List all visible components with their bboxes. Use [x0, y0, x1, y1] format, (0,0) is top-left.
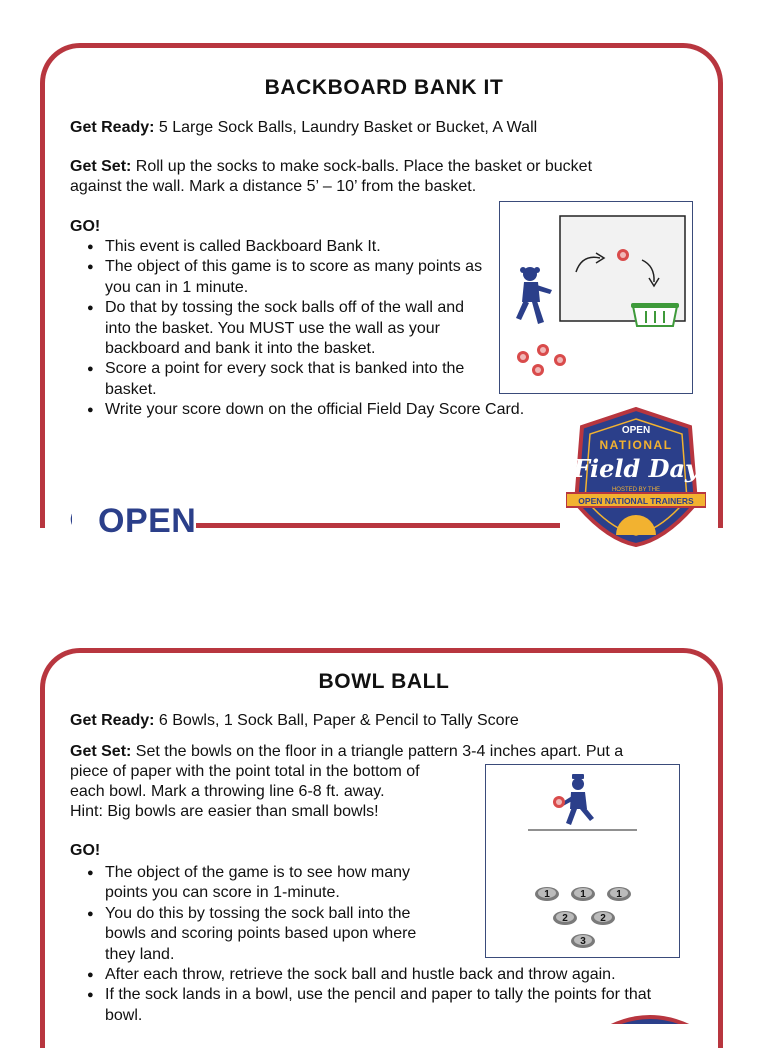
get-set-text-line3: each bowl. Mark a throwing line 6-8 ft. away.: [70, 783, 385, 800]
field-day-badge-partial: [590, 1012, 710, 1024]
get-ready-line: [70, 118, 537, 138]
card-title: BOWL BALL: [318, 670, 450, 693]
open-brand-logo: [70, 500, 224, 541]
backboard-scene-svg: [500, 202, 692, 393]
svg-text:OPEN NATIONAL TRAINERS: OPEN NATIONAL TRAINERS: [578, 496, 694, 506]
bowl-icon: [535, 887, 559, 901]
bowl-ball-illustration: [485, 764, 680, 958]
list-item: ● Do that by tossing the sock balls off of the wall and into the basket. You MUST use the wall as your backboard and bank it into the basket.: [70, 298, 490, 359]
svg-text:1: 1: [544, 889, 550, 900]
bowl-icon: [607, 887, 631, 901]
bowl-icon: [591, 911, 615, 925]
get-set-label: Get Set:: [70, 743, 132, 760]
list-item: ● The object of this game is to score as many points as you can in 1 minute.: [70, 257, 490, 298]
child-thrower-icon: [561, 774, 594, 825]
get-ready-label: Get Ready:: [70, 119, 155, 136]
get-ready-label: Get Ready:: [70, 712, 155, 729]
svg-text:OPEN: OPEN: [621, 425, 651, 436]
get-set-label: Get Set:: [70, 158, 132, 175]
svg-text:1: 1: [580, 889, 586, 900]
field-day-badge: [566, 407, 706, 547]
svg-text:Field Day: Field Day: [573, 454, 699, 483]
list-item: ● The object of the game is to see how many points you can score in 1-minute.: [70, 863, 445, 904]
svg-text:HOSTED BY THE: HOSTED BY THE: [611, 487, 661, 493]
list-item: ● You do this by tossing the sock ball into the bowls and scoring points based upon where they land.: [70, 904, 450, 965]
backboard-illustration: [499, 201, 693, 394]
bowl-icon: [571, 934, 595, 948]
get-set-text-line2: piece of paper with the point total in the bottom of: [70, 763, 420, 780]
svg-text:2: 2: [562, 913, 568, 924]
get-set-text-line2: against the wall. Mark a distance 5’ – 10’ from the basket.: [70, 178, 477, 195]
logo-wordmark: OPEN: [72, 502, 196, 540]
list-item: ● Score a point for every sock that is banked into the basket.: [70, 359, 490, 400]
get-set-text-line1: Roll up the socks to make sock-balls. Place the basket or bucket: [131, 158, 593, 175]
bowl-icon: [571, 887, 595, 901]
go-label: GO!: [70, 842, 101, 859]
svg-text:NATIONAL: NATIONAL: [599, 438, 673, 452]
laundry-basket-icon: [631, 303, 679, 326]
list-item: ● After each throw, retrieve the sock ball and hustle back and throw again.: [70, 965, 670, 985]
card-bottom-rule: [195, 523, 560, 528]
svg-text:1: 1: [616, 889, 622, 900]
get-set-hint: Hint: Big bowls are easier than small bowls!: [70, 803, 379, 820]
get-set-text-line1: Set the bowls on the floor in a triangle pattern 3-4 inches apart. Put a: [131, 743, 624, 760]
go-label: GO!: [70, 218, 101, 235]
list-item: ● Write your score down on the official Field Day Score Card.: [70, 400, 625, 420]
sock-ball-icon: [553, 796, 565, 808]
svg-text:3: 3: [580, 936, 586, 947]
get-ready-line: [70, 711, 519, 731]
sock-balls-pile-icon: [517, 344, 566, 376]
bowl-icon: [553, 911, 577, 925]
sock-ball-icon: [617, 249, 629, 261]
get-ready-text: 6 Bowls, 1 Sock Ball, Paper & Pencil to Tally Score: [154, 712, 519, 729]
list-item: ● If the sock lands in a bowl, use the pencil and paper to tally the points for that bowl.: [70, 985, 670, 1026]
list-item: ● This event is called Backboard Bank It.: [70, 237, 490, 257]
go-bullet-list: [70, 237, 525, 421]
card-title: BACKBOARD BANK IT: [264, 76, 504, 99]
get-ready-text: 5 Large Sock Balls, Laundry Basket or Bucket, A Wall: [154, 119, 538, 136]
get-set-paragraph: [70, 157, 680, 197]
bowls-triangle: [535, 887, 631, 948]
child-thrower-icon: [516, 267, 552, 324]
svg-text:2: 2: [600, 913, 606, 924]
